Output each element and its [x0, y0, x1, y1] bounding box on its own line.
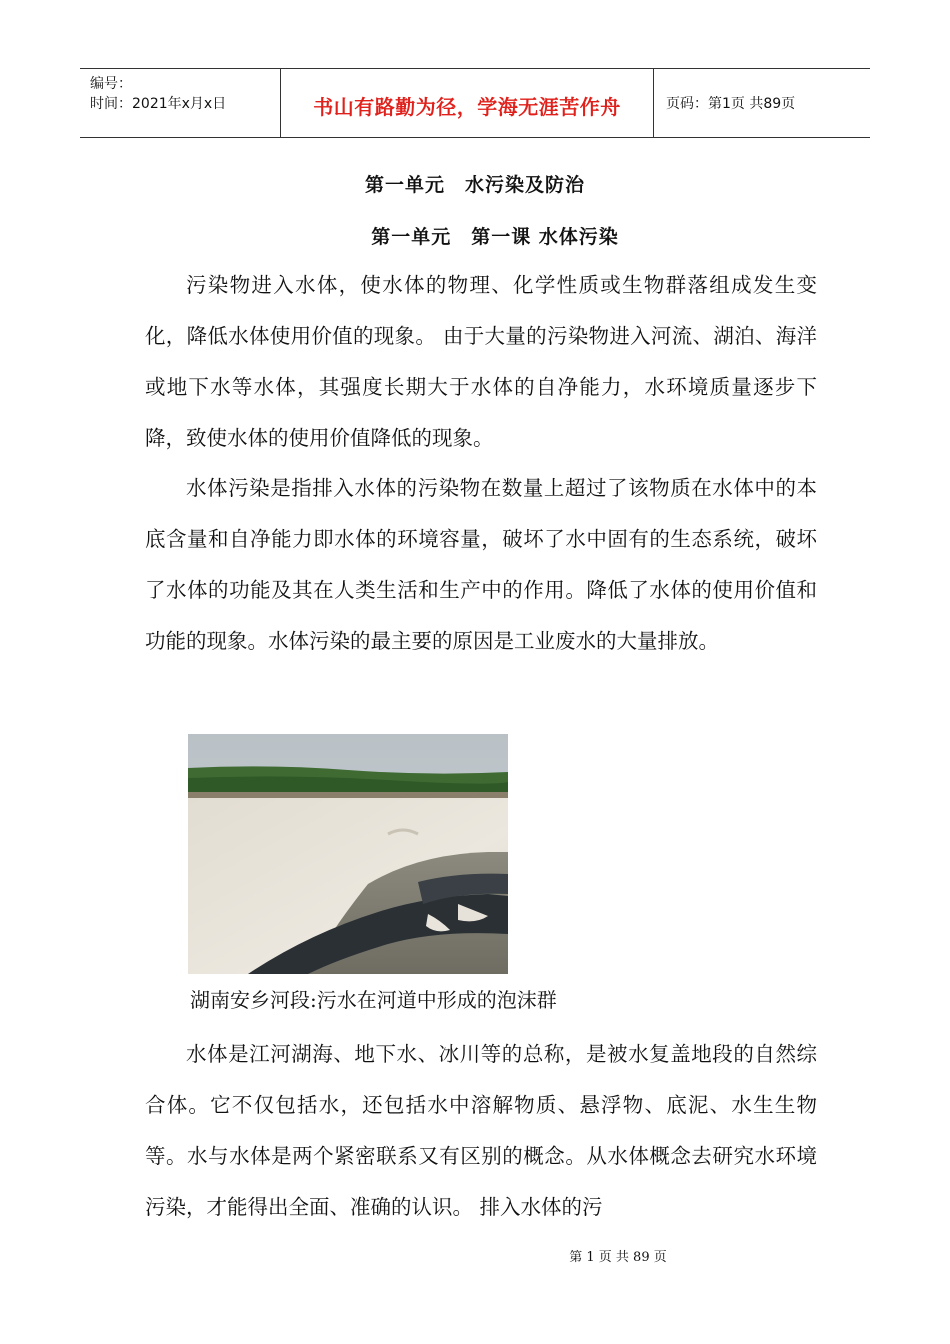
lesson-title: 第一单元 第一课 水体污染 — [371, 226, 619, 248]
page-footer: 第 1 页 共 89 页 — [569, 1250, 667, 1265]
header-page-cell — [654, 69, 870, 137]
river-foam-photo — [188, 734, 508, 974]
page-info: 页码：第1页 共89页 — [666, 96, 796, 112]
header-motto-cell — [280, 69, 654, 137]
motto-text: 书山有路勤为径，学海无涯苦作舟 — [313, 95, 621, 119]
time-label: 时间：2021年x月x日 — [90, 96, 227, 112]
header-meta-cell — [80, 69, 280, 137]
photo-caption: 湖南安乡河段:污水在河道中形成的泡沫群 — [190, 988, 557, 1012]
paragraph-3: 水体是江河湖海、地下水、冰川等的总称，是被水复盖地段的自然综合体。它不仅包括水，还包括水中溶解物质、悬浮物、底泥、水生生物等。水与水体是两个紧密联系又有区别的概念。从水体概念去研究水环境污染，才能得出全面、准确的认识。 排入水体的污 — [145, 1042, 817, 1219]
paragraph-2: 水体污染是指排入水体的污染物在数量上超过了该物质在水体中的本底含量和自净能力即水体的环境容量，破坏了水中固有的生态系统，破坏了水体的功能及其在人类生活和生产中的作用。降低了水体的使用价值和功能的现象。水体污染的最主要的原因是工业废水的大量排放。 — [145, 476, 817, 653]
unit-title: 第一单元 水污染及防治 — [364, 174, 585, 196]
header-table — [80, 68, 870, 138]
paragraph-1: 污染物进入水体，使水体的物理、化学性质或生物群落组成发生变化，降低水体使用价值的现象。 由于大量的污染物进入河流、湖泊、海洋或地下水等水体，其强度长期大于水体的自净能力，水环境质量逐步下降，致使水体的使用价值降低的现象。 — [145, 273, 817, 450]
number-label: 编号： — [90, 76, 132, 92]
